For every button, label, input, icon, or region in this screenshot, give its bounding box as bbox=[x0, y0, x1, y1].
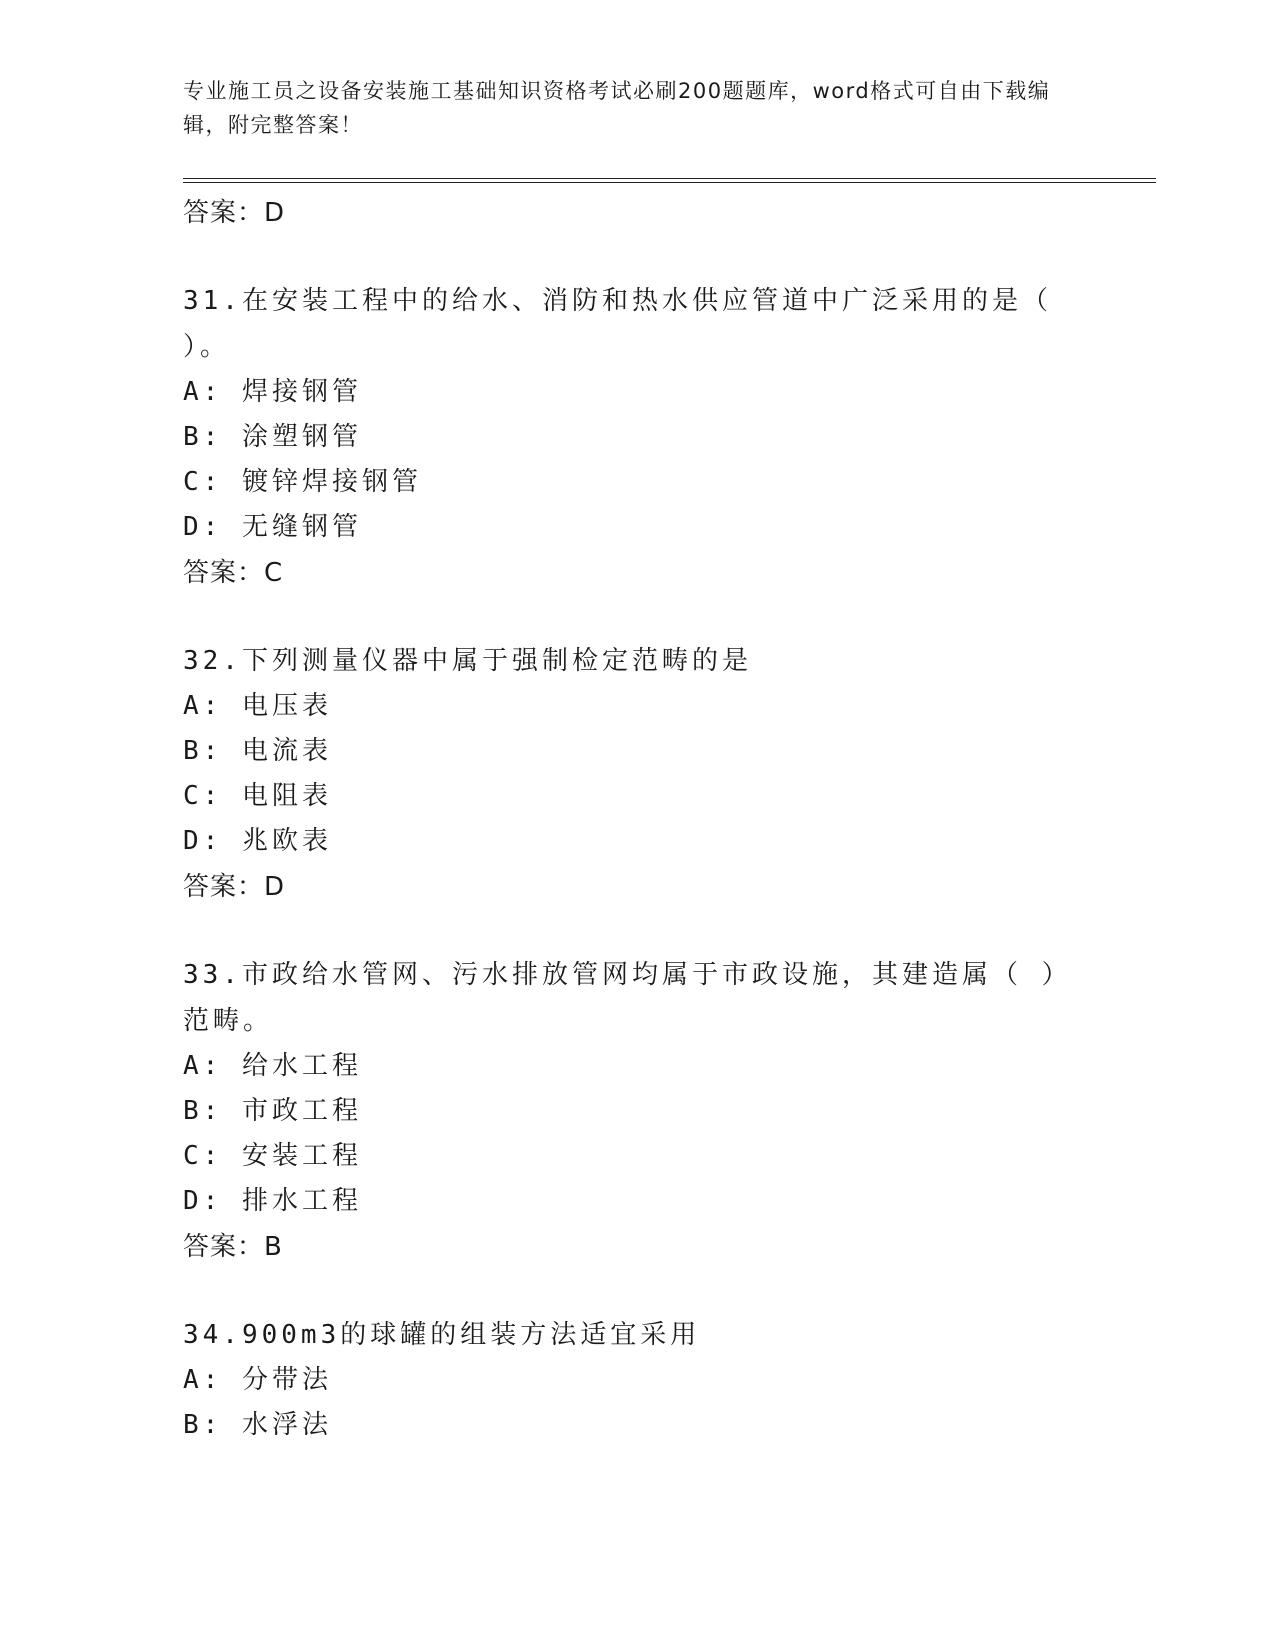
question-stem: 34.900m3的球罐的组装方法适宜采用 bbox=[183, 1320, 701, 1350]
question-stem: 33.市政给水管网、污水排放管网均属于市政设施，其建造属（ ）范畴。 bbox=[183, 960, 1059, 1036]
option-a: A: 电压表 bbox=[183, 691, 332, 721]
option-d: D: 兆欧表 bbox=[183, 826, 332, 856]
question-34 bbox=[183, 1312, 1063, 1448]
question-32 bbox=[183, 638, 1063, 910]
answer-label: 答案：D bbox=[183, 198, 286, 228]
question-33 bbox=[183, 952, 1063, 1270]
option-a: A: 焊接钢管 bbox=[183, 377, 362, 407]
option-c: C: 镀锌焊接钢管 bbox=[183, 467, 422, 497]
question-stem: 32.下列测量仪器中属于强制检定范畴的是 bbox=[183, 646, 752, 676]
answer-label: 答案：B bbox=[183, 1232, 283, 1262]
option-c: C: 电阻表 bbox=[183, 781, 332, 811]
question-stem: 31.在安装工程中的给水、消防和热水供应管道中广泛采用的是（ ）。 bbox=[183, 286, 1052, 362]
option-b: B: 涂塑钢管 bbox=[183, 422, 362, 452]
option-a: A: 给水工程 bbox=[183, 1051, 362, 1081]
answer-label: 答案：C bbox=[183, 558, 284, 588]
option-d: D: 排水工程 bbox=[183, 1186, 362, 1216]
question-list bbox=[183, 190, 1063, 1448]
option-a: A: 分带法 bbox=[183, 1365, 332, 1395]
answer-label: 答案：D bbox=[183, 872, 286, 902]
option-d: D: 无缝钢管 bbox=[183, 512, 362, 542]
option-b: B: 市政工程 bbox=[183, 1096, 362, 1126]
option-b: B: 电流表 bbox=[183, 736, 332, 766]
header-divider bbox=[183, 178, 1156, 183]
question-31 bbox=[183, 278, 1063, 596]
option-b: B: 水浮法 bbox=[183, 1410, 332, 1440]
document-header: 专业施工员之设备安装施工基础知识资格考试必刷200题题库，word格式可自由下载编辑，附完整答案！ bbox=[183, 79, 1051, 137]
option-c: C: 安装工程 bbox=[183, 1141, 362, 1171]
